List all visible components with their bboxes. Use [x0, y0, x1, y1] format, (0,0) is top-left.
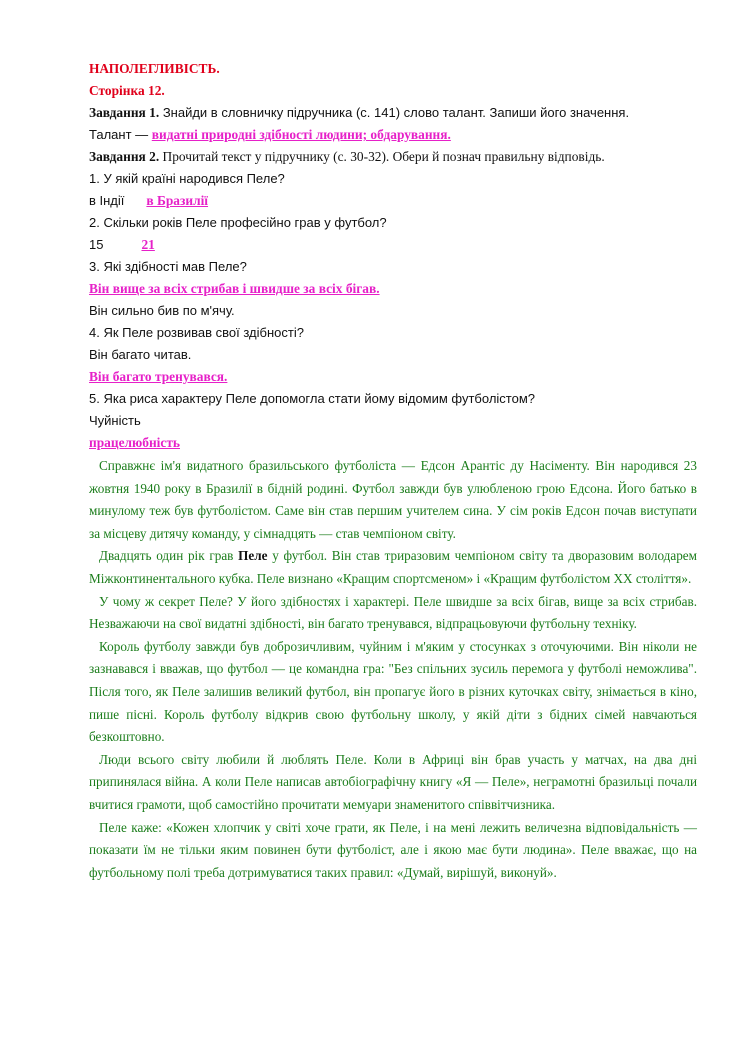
question-2: 2. Скільки років Пеле професійно грав у футбол?	[89, 215, 387, 230]
story-paragraph-2-name: Пеле	[238, 548, 268, 564]
task-1-line	[89, 102, 699, 124]
story-paragraph-1: Справжнє ім'я видатного бразильського футболіста — Едсон Арантіс ду Насіменту. Він народився 23 жовтня 1940 року в Бразилії в бідній родині. Футбол завжди був улюбленою грою Едсона. Його батько в минулому теж був футболістом. Саме він став першим учителем сина. У сім років Едсон почав виступати за місцеву дитячу команду, у сімнадцять — став чемпіоном світу.	[89, 458, 697, 541]
question-4-option-a: Він багато читав.	[89, 347, 192, 362]
talent-term: Талант —	[89, 127, 152, 142]
question-5-option-a: Чуйність	[89, 413, 141, 428]
story-paragraph-6: Пеле каже: «Кожен хлопчик у світі хоче грати, як Пеле, і на мені лежить величезна відповідальність — показати їм не тільки яким повинен бути футболіст, але і якою має бути людина». Пеле вважає, що на футбольному полі треба дотримуватися таких правил: «Думай, вирішуй, виконуй».	[89, 819, 697, 880]
question-2-options	[89, 234, 699, 256]
question-3-option-a-selected: Він вище за всіх стрибав і швидше за всіх бігав.	[89, 281, 380, 296]
task-2-line	[89, 146, 699, 168]
question-5-option-b-selected: працелюбність	[89, 435, 180, 450]
story-paragraph-3: У чому ж секрет Пеле? У його здібностях і характері. Пеле швидше за всіх бігав, вище за всіх стрибав. Незважаючи на свої видатні здібності, він багато тренувався, відпрацьовуючи футбольну техніку.	[89, 593, 697, 632]
talent-answer: видатні природні здібності людини; обдарування.	[151, 127, 451, 142]
question-1-option-a: в Індії	[89, 193, 125, 208]
question-3-option-b: Він сильно бив по м'ячу.	[89, 303, 235, 318]
question-4-option-b-selected: Він багато тренувався.	[89, 369, 228, 384]
task-2-label: Завдання 2.	[89, 149, 160, 164]
task-2-text: Прочитай текст у підручнику (с. 30-32). Обери й познач правильну відповідь.	[159, 149, 605, 164]
reading-text	[89, 455, 697, 884]
question-1-options	[89, 190, 699, 212]
document-page	[89, 58, 699, 884]
question-3: 3. Які здібності мав Пеле?	[89, 259, 247, 274]
question-4: 4. Як Пеле розвивав свої здібності?	[89, 325, 304, 340]
story-paragraph-2-end: у футбол. Він став триразовим чемпіоном світу та дворазовим володарем Міжконтинентального кубка. Пеле визнано «Кращим спортсменом» і «Кращим футболістом XX століття».	[89, 548, 698, 586]
talent-definition-line	[89, 124, 699, 146]
question-1: 1. У якій країні народився Пеле?	[89, 171, 285, 186]
task-1-label: Завдання 1.	[89, 105, 160, 120]
question-5: 5. Яка риса характеру Пеле допомогла стати йому відомим футболістом?	[89, 391, 536, 406]
lesson-title: НАПОЛЕГЛИВІСТЬ.	[89, 61, 220, 76]
question-2-option-a: 15	[89, 237, 104, 252]
story-paragraph-5: Люди всього світу любили й люблять Пеле. Коли в Африці він брав участь у матчах, на два дні припинялася війна. А коли Пеле написав автобіографічну книгу «Я — Пеле», неграмотні бразильці почали вчитися грамоти, щоб самостійно прочитати мемуари знаменитого співвітчизника.	[89, 751, 697, 812]
question-2-option-b-selected: 21	[141, 237, 155, 252]
question-1-option-b-selected: в Бразилії	[146, 193, 209, 208]
task-1-text: Знайди в словничку підручника (с. 141) слово талант. Запиши його значення.	[159, 105, 630, 120]
story-paragraph-2-start: Двадцять один рік грав	[99, 548, 239, 564]
story-paragraph-2	[89, 545, 697, 590]
page-reference: Сторінка 12.	[89, 83, 165, 98]
story-paragraph-4: Король футболу завжди був доброзичливим, чуйним і м'яким у стосунках з оточуючими. Він ніколи не зазнавався і вважав, що футбол — це командна гра: "Без спільних зусиль перемога у футболі неможлива". Після того, як Пеле залишив великий футбол, він пропагує його в різних куточках світу, знімається в кіно, пише пісні. Король футболу відкрив свою футбольну школу, у якій діти з бідних сімей навчаються безкоштовно.	[89, 638, 697, 745]
